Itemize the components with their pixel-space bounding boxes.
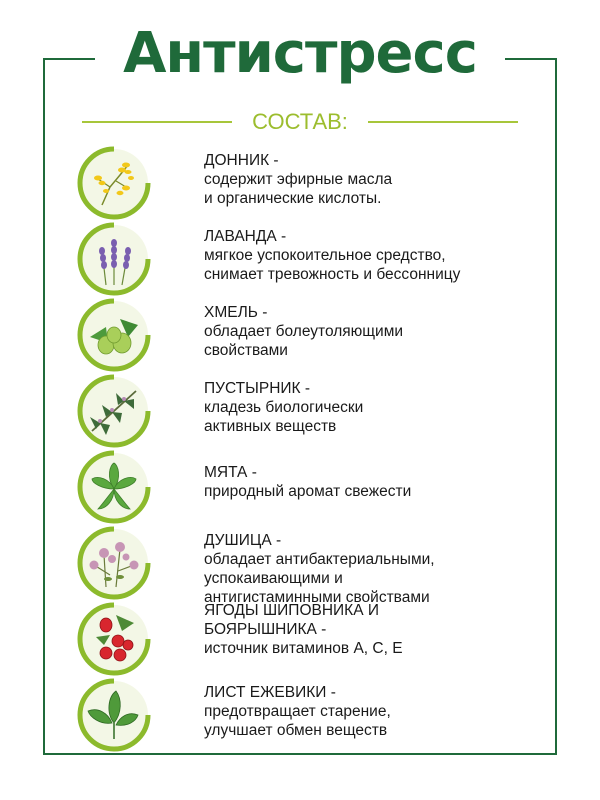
item-name: ДУШИЦА - xyxy=(204,532,282,549)
item-description-line: предотвращает старение, xyxy=(204,703,391,720)
item-text xyxy=(204,379,544,436)
lavender-icon xyxy=(76,221,152,297)
item-description-line: содержит эфирные масла xyxy=(204,171,393,188)
item-name-continued: БОЯРЫШНИКА - xyxy=(204,621,327,638)
subtitle-divider-right xyxy=(368,121,518,123)
item-description-line: активных веществ xyxy=(204,418,337,435)
item-text xyxy=(204,463,544,501)
item-description-line: мягкое успокоительное средство, xyxy=(204,247,446,264)
sweet-clover-icon xyxy=(76,145,152,221)
list-item-berries xyxy=(76,601,546,679)
subtitle-divider-left xyxy=(82,121,232,123)
item-description-line: источник витаминов А, С, Е xyxy=(204,640,403,657)
subtitle-row xyxy=(82,108,518,136)
list-item-sweet-clover xyxy=(76,145,546,223)
list-item-oregano xyxy=(76,525,546,606)
list-item-mint xyxy=(76,449,546,527)
item-description-line: обладает антибактериальными, xyxy=(204,551,435,568)
item-text xyxy=(204,601,544,658)
item-text xyxy=(204,227,544,284)
item-description-line: улучшает обмен веществ xyxy=(204,722,388,739)
item-text xyxy=(204,151,544,208)
item-description-line: свойствами xyxy=(204,342,288,359)
subtitle: СОСТАВ: xyxy=(252,109,348,134)
list-item-hops xyxy=(76,297,546,375)
motherwort-icon xyxy=(76,373,152,449)
item-name: ЛИСТ ЕЖЕВИКИ - xyxy=(204,684,336,701)
mint-icon xyxy=(76,449,152,525)
item-name: ЛАВАНДА - xyxy=(204,228,287,245)
berries-icon xyxy=(76,601,152,677)
item-description-line: природный аромат свежести xyxy=(204,483,412,500)
item-text xyxy=(204,303,544,360)
item-description-line: и органические кислоты. xyxy=(204,190,382,207)
hops-icon xyxy=(76,297,152,373)
item-description-line: антигистаминными свойствами xyxy=(204,589,430,606)
list-item-blackberry-leaf xyxy=(76,677,546,755)
item-name: ЯГОДЫ ШИПОВНИКА И xyxy=(204,602,379,619)
item-name: МЯТА - xyxy=(204,464,257,481)
item-description-line: снимает тревожность и бессонницу xyxy=(204,266,461,283)
page-title: Антистресс xyxy=(123,21,477,86)
item-name: ХМЕЛЬ - xyxy=(204,304,268,321)
list-item-motherwort xyxy=(76,373,546,451)
item-description-line: кладезь биологически xyxy=(204,399,364,416)
blackberry-leaf-icon xyxy=(76,677,152,753)
item-text xyxy=(204,683,544,740)
item-name: ПУСТЫРНИК - xyxy=(204,380,311,397)
item-name: ДОННИК - xyxy=(204,152,279,169)
item-description-line: успокаивающими и xyxy=(204,570,343,587)
oregano-icon xyxy=(76,525,152,601)
list-item-lavender xyxy=(76,221,546,299)
item-description-line: обладает болеутоляющими xyxy=(204,323,404,340)
item-text xyxy=(204,531,544,607)
